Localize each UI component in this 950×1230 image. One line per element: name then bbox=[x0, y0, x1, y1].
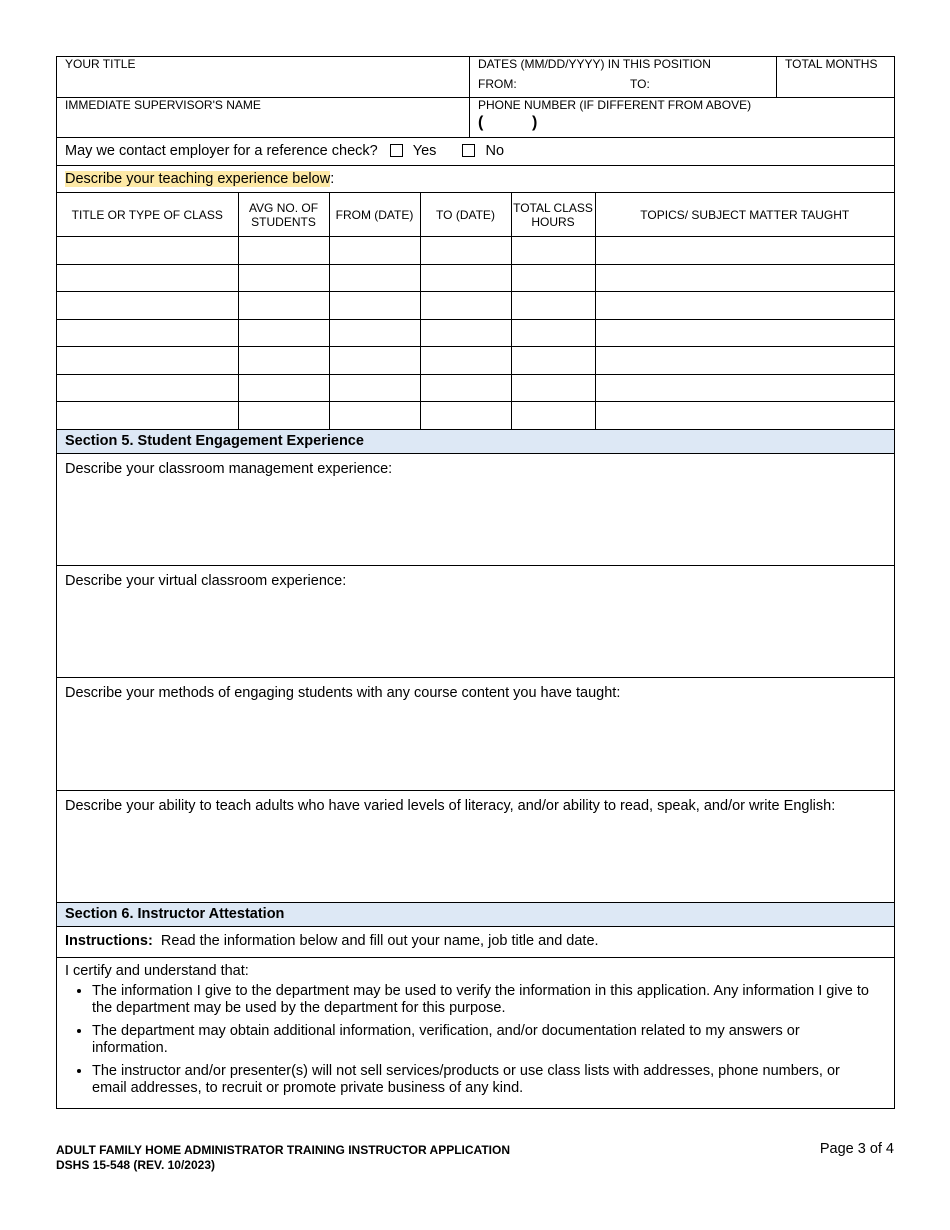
table-cell[interactable] bbox=[511, 402, 595, 429]
table-cell[interactable] bbox=[511, 374, 595, 402]
teaching-prompt: Describe your teaching experience below bbox=[65, 171, 331, 187]
table-cell[interactable] bbox=[238, 264, 329, 292]
col-title-header: TITLE OR TYPE OF CLASS bbox=[57, 193, 238, 237]
list-item: • The information I give to the department may be used to verify the information in this application. Any information I give to the department may be used by the department for this purpose. bbox=[92, 983, 874, 1017]
no-label: No bbox=[485, 143, 505, 159]
table-cell[interactable] bbox=[57, 292, 238, 320]
table-row bbox=[57, 292, 894, 320]
table-row bbox=[57, 402, 894, 429]
footer-form-info bbox=[56, 1143, 510, 1173]
table-cell[interactable] bbox=[329, 374, 420, 402]
section-5-header: Section 5. Student Engagement Experience bbox=[57, 430, 894, 454]
table-cell[interactable] bbox=[238, 374, 329, 402]
table-cell[interactable] bbox=[595, 319, 894, 347]
table-cell[interactable] bbox=[420, 264, 511, 292]
table-cell[interactable] bbox=[595, 237, 894, 265]
table-cell[interactable] bbox=[329, 402, 420, 429]
dates-field[interactable] bbox=[469, 57, 776, 97]
table-cell[interactable] bbox=[238, 237, 329, 265]
table-cell[interactable] bbox=[420, 237, 511, 265]
table-cell[interactable] bbox=[595, 264, 894, 292]
table-cell[interactable] bbox=[57, 237, 238, 265]
table-cell[interactable] bbox=[57, 347, 238, 375]
table-cell[interactable] bbox=[511, 264, 595, 292]
certification-block bbox=[57, 958, 894, 1108]
table-cell[interactable] bbox=[420, 374, 511, 402]
reference-question: May we contact employer for a reference check? bbox=[65, 143, 378, 159]
col-avg-students-header: AVG NO. OF STUDENTS bbox=[238, 193, 329, 237]
instructions-text: Read the information below and fill out your name, job title and date. bbox=[160, 932, 599, 949]
table-cell[interactable] bbox=[329, 292, 420, 320]
application-form bbox=[56, 56, 895, 1109]
table-cell[interactable] bbox=[420, 347, 511, 375]
no-checkbox[interactable] bbox=[462, 144, 475, 157]
table-cell[interactable] bbox=[238, 347, 329, 375]
instructions-row bbox=[57, 927, 894, 958]
table-cell[interactable] bbox=[57, 264, 238, 292]
supervisor-row bbox=[57, 98, 894, 138]
virtual-classroom-field[interactable] bbox=[57, 566, 894, 678]
table-cell[interactable] bbox=[511, 347, 595, 375]
col-to-header: TO (DATE) bbox=[420, 193, 511, 237]
table-cell[interactable] bbox=[57, 374, 238, 402]
table-cell[interactable] bbox=[595, 402, 894, 429]
table-row bbox=[57, 374, 894, 402]
table-cell[interactable] bbox=[238, 402, 329, 429]
col-hours-header: TOTAL CLASS HOURS bbox=[511, 193, 595, 237]
teaching-table-row bbox=[57, 193, 894, 430]
table-row bbox=[57, 237, 894, 265]
list-item: • The department may obtain additional information, verification, and/or documentation related to my answers or information. bbox=[92, 1023, 874, 1057]
table-cell[interactable] bbox=[511, 292, 595, 320]
literacy-ability-label: Describe your ability to teach adults who have varied levels of literacy, and/or ability to read, speak, and/or write English: bbox=[65, 797, 836, 814]
table-cell[interactable] bbox=[57, 402, 238, 429]
teaching-experience-table bbox=[57, 193, 894, 429]
total-months-label: TOTAL MONTHS bbox=[785, 57, 878, 71]
table-cell[interactable] bbox=[420, 402, 511, 429]
total-months-field[interactable] bbox=[776, 57, 894, 97]
phone-number-field[interactable] bbox=[469, 98, 894, 137]
phone-close-paren: ) bbox=[532, 114, 538, 131]
your-title-label: YOUR TITLE bbox=[65, 57, 136, 71]
reference-check-row bbox=[57, 138, 894, 166]
virtual-classroom-label: Describe your virtual classroom experience: bbox=[65, 572, 347, 589]
phone-label: PHONE NUMBER (IF DIFFERENT FROM ABOVE) bbox=[478, 98, 752, 112]
instructions-label: Instructions: bbox=[65, 932, 153, 949]
table-cell[interactable] bbox=[238, 319, 329, 347]
table-cell[interactable] bbox=[238, 292, 329, 320]
page-number: Page 3 of 4 bbox=[819, 1141, 894, 1157]
classroom-management-field[interactable] bbox=[57, 454, 894, 566]
table-cell[interactable] bbox=[595, 374, 894, 402]
engagement-methods-field[interactable] bbox=[57, 678, 894, 791]
certification-list bbox=[65, 983, 874, 1097]
section-6-header: Section 6. Instructor Attestation bbox=[57, 903, 894, 927]
table-cell[interactable] bbox=[511, 237, 595, 265]
classroom-management-label: Describe your classroom management experience: bbox=[65, 460, 393, 477]
footer-form-number: DSHS 15-548 (REV. 10/2023) bbox=[56, 1158, 215, 1172]
table-row bbox=[57, 264, 894, 292]
table-cell[interactable] bbox=[595, 292, 894, 320]
table-cell[interactable] bbox=[329, 347, 420, 375]
table-row bbox=[57, 319, 894, 347]
teaching-table-header bbox=[57, 193, 894, 237]
your-title-field[interactable] bbox=[57, 57, 469, 97]
teaching-prompt-row bbox=[57, 166, 894, 193]
table-cell[interactable] bbox=[329, 237, 420, 265]
yes-label: Yes bbox=[412, 143, 437, 159]
to-label: TO: bbox=[630, 77, 650, 91]
literacy-ability-field[interactable] bbox=[57, 791, 894, 903]
engagement-methods-label: Describe your methods of engaging students with any course content you have taught: bbox=[65, 684, 621, 701]
dates-label: DATES (MM/DD/YYYY) IN THIS POSITION bbox=[478, 57, 711, 71]
col-from-header: FROM (DATE) bbox=[329, 193, 420, 237]
table-cell[interactable] bbox=[329, 264, 420, 292]
from-label: FROM: bbox=[478, 77, 517, 91]
phone-open-paren: ( bbox=[478, 114, 484, 131]
certify-intro: I certify and understand that: bbox=[65, 962, 249, 979]
table-row bbox=[57, 347, 894, 375]
col-topics-header: TOPICS/ SUBJECT MATTER TAUGHT bbox=[595, 193, 894, 237]
table-cell[interactable] bbox=[420, 319, 511, 347]
teaching-prompt-colon: : bbox=[330, 171, 335, 187]
supervisor-label: IMMEDIATE SUPERVISOR'S NAME bbox=[65, 98, 261, 112]
table-cell[interactable] bbox=[329, 319, 420, 347]
position-row bbox=[57, 57, 894, 98]
supervisor-name-field[interactable] bbox=[57, 98, 469, 137]
table-cell[interactable] bbox=[595, 347, 894, 375]
footer-form-title: ADULT FAMILY HOME ADMINISTRATOR TRAINING INSTRUCTOR APPLICATION bbox=[56, 1143, 510, 1157]
table-cell[interactable] bbox=[511, 319, 595, 347]
table-cell[interactable] bbox=[420, 292, 511, 320]
yes-checkbox[interactable] bbox=[390, 144, 403, 157]
table-cell[interactable] bbox=[57, 319, 238, 347]
list-item: • The instructor and/or presenter(s) will not sell services/products or use class lists with addresses, phone numbers, or email addresses, to recruit or promote private business of any kind. bbox=[92, 1063, 874, 1097]
